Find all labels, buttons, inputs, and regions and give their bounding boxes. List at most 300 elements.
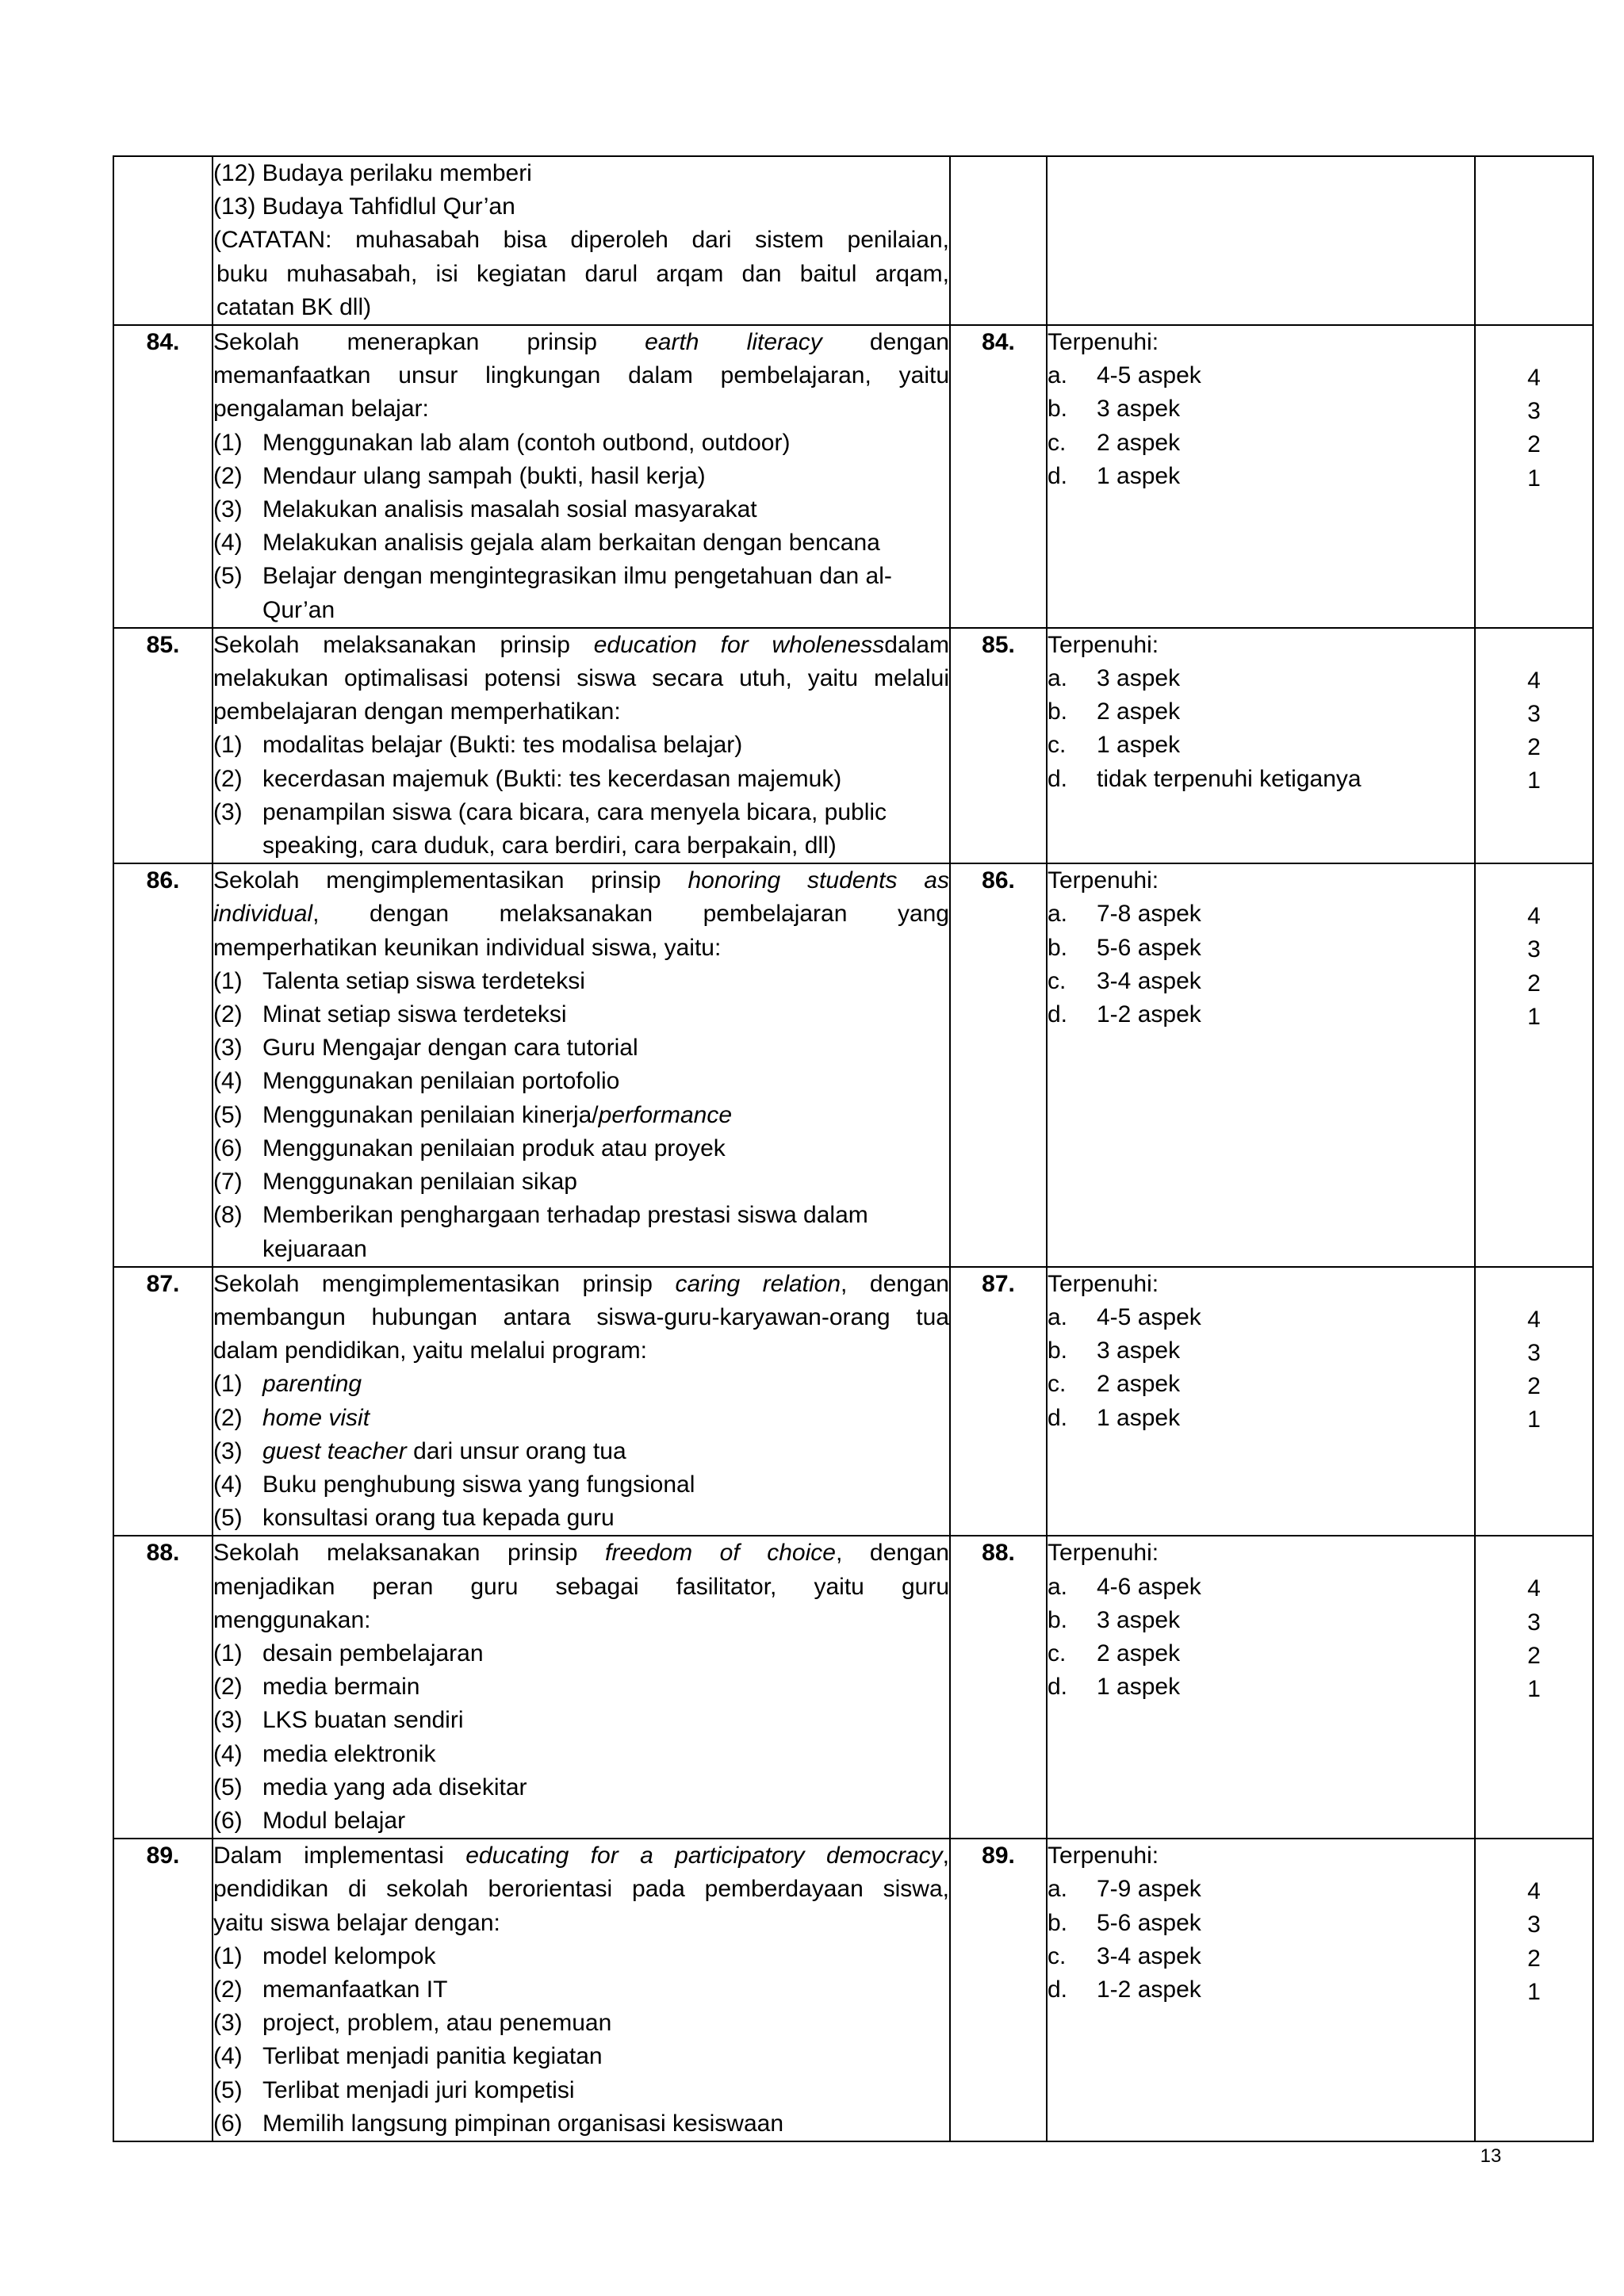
text-run: membangun hubungan antara siswa-guru-karyawan-orang tua — [213, 1303, 949, 1330]
option-letter: b. — [1048, 396, 1068, 423]
intro-line — [213, 1907, 949, 1940]
text-run: Menggunakan penilaian sikap — [262, 1169, 577, 1196]
criteria-item — [213, 1435, 949, 1468]
score-value: 4 — [1527, 903, 1541, 930]
row-number-cell — [950, 156, 1047, 325]
intro-line — [213, 1334, 949, 1368]
item-text — [262, 1973, 949, 2007]
intro-line — [213, 392, 949, 426]
row-number: 86. — [982, 867, 1015, 894]
item-text — [262, 1065, 949, 1098]
text-run: Mendaur ulang sampah (bukti, hasil kerja) — [262, 462, 706, 489]
text-run: memperhatikan keunikan individual siswa, yaitu: — [213, 934, 722, 961]
criteria-item — [213, 1940, 949, 1973]
criteria-row — [113, 1267, 1593, 1536]
text-run: dalam pendidikan, yaitu melalui program: — [213, 1337, 647, 1364]
score-value: 3 — [1527, 1339, 1541, 1366]
score-value: 2 — [1527, 734, 1541, 761]
score-cell — [1475, 1267, 1593, 1536]
row-number: 89. — [146, 1843, 180, 1869]
row-number-cell — [950, 1267, 1047, 1536]
text-run: menggunakan: — [213, 1606, 371, 1633]
intro-line — [213, 1268, 949, 1301]
criteria-item — [213, 1804, 949, 1838]
text-run: dari unsur orang tua — [406, 1437, 626, 1464]
text-run: Menggunakan lab alam (contoh outbond, outdoor) — [262, 429, 791, 456]
item-number: (3) — [213, 496, 243, 523]
item-text — [262, 1704, 949, 1737]
criteria-item — [213, 1165, 949, 1199]
option-item — [1048, 1907, 1474, 1940]
options-heading: Terpenuhi: — [1048, 1270, 1159, 1297]
score-value: 3 — [1527, 1911, 1541, 1938]
option-text: 2 aspek — [1097, 429, 1181, 456]
item-number: (6) — [213, 1807, 243, 1834]
option-item — [1048, 998, 1474, 1031]
item-number: (5) — [213, 563, 243, 590]
italic-term: caring relation — [675, 1270, 841, 1297]
criteria-item — [213, 1637, 949, 1670]
item-number: (2) — [213, 462, 243, 489]
criteria-item — [213, 2107, 949, 2141]
item-text — [262, 1199, 949, 1265]
option-text: 7-8 aspek — [1097, 901, 1201, 928]
text-run: pengalaman belajar: — [213, 396, 429, 423]
row-number: 87. — [146, 1270, 180, 1297]
option-letter: c. — [1048, 429, 1067, 456]
row-number: 84. — [982, 329, 1015, 356]
item-text — [262, 1132, 949, 1165]
item-number: (5) — [213, 1101, 243, 1128]
criteria-intro — [213, 629, 949, 729]
item-text — [262, 2074, 949, 2107]
score-cell — [1475, 156, 1593, 325]
text-run: Talenta setiap siswa terdeteksi — [262, 967, 585, 994]
italic-term: individual — [213, 901, 313, 928]
criteria-item — [213, 1502, 949, 1535]
text-run: Guru Mengajar dengan cara tutorial — [262, 1035, 638, 1062]
criteria-cell — [213, 863, 950, 1266]
option-item — [1048, 932, 1474, 965]
text-run: Menggunakan penilaian portofolio — [262, 1068, 620, 1095]
item-text — [262, 1502, 949, 1535]
intro-line — [213, 932, 949, 965]
option-letter: d. — [1048, 1001, 1068, 1028]
option-text: 1 aspek — [1097, 462, 1181, 489]
criteria-intro — [213, 1536, 949, 1637]
score-value: 3 — [1527, 936, 1541, 963]
criteria-item — [213, 526, 949, 560]
option-letter: c. — [1048, 732, 1067, 759]
score-value: 4 — [1527, 365, 1541, 392]
item-text — [262, 1738, 949, 1771]
option-item — [1048, 1368, 1474, 1401]
row-number-cell — [950, 1839, 1047, 2141]
row-number: 89. — [982, 1843, 1015, 1869]
criteria-item — [213, 1704, 949, 1737]
score-value: 1 — [1527, 1978, 1541, 2005]
options-heading: Terpenuhi: — [1048, 631, 1159, 658]
option-text: 1 aspek — [1097, 1674, 1181, 1701]
score-value: 2 — [1527, 431, 1541, 458]
text-run: LKS buatan sendiri — [262, 1707, 464, 1734]
option-letter: d. — [1048, 462, 1068, 489]
text-run: memanfaatkan unsur lingkungan dalam pembelajaran, yaitu — [213, 362, 949, 389]
criteria-item — [213, 1065, 949, 1098]
score-spacer — [1476, 629, 1592, 664]
option-item — [1048, 1637, 1474, 1670]
option-text: 3 aspek — [1097, 396, 1181, 423]
score-spacer — [1476, 864, 1592, 900]
criteria-item — [213, 729, 949, 762]
intro-line — [213, 1571, 949, 1604]
criteria-item — [213, 493, 949, 526]
item-number: (4) — [213, 1471, 243, 1498]
item-number: (2) — [213, 765, 243, 792]
italic-term: earth literacy — [645, 329, 822, 356]
text-run: model kelompok — [262, 1942, 436, 1969]
text-run: Menggunakan penilaian kinerja/ — [262, 1101, 599, 1128]
item-text — [262, 1031, 949, 1065]
option-letter: b. — [1048, 934, 1068, 961]
text-run: project, problem, atau penemuan — [262, 2010, 612, 2037]
item-number: (1) — [213, 967, 243, 994]
criteria-cell — [213, 156, 950, 325]
row-number-cell — [113, 325, 213, 628]
criteria-item — [213, 1199, 949, 1265]
options-cell — [1047, 1839, 1475, 2141]
score-value: 4 — [1527, 1306, 1541, 1333]
accreditation-table — [113, 155, 1594, 2142]
continuation-row — [113, 156, 1593, 325]
score-value: 2 — [1527, 970, 1541, 997]
text-run: Melakukan analisis masalah sosial masyarakat — [262, 496, 757, 523]
row-number: 88. — [982, 1540, 1015, 1567]
item-number: (3) — [213, 1707, 243, 1734]
option-text: 1 aspek — [1097, 732, 1181, 759]
score-value: 2 — [1527, 1642, 1541, 1669]
option-letter: a. — [1048, 665, 1068, 692]
intro-line — [213, 695, 949, 729]
criteria-item — [213, 796, 949, 863]
item-text — [262, 1804, 949, 1838]
row-number-cell — [113, 1536, 213, 1839]
text-run: desain pembelajaran — [262, 1640, 484, 1667]
intro-line — [213, 1604, 949, 1637]
row-number-cell — [113, 628, 213, 863]
criteria-item — [213, 1368, 949, 1401]
option-item — [1048, 1402, 1474, 1435]
row-number: 85. — [146, 631, 180, 658]
item-text — [262, 1402, 949, 1435]
italic-term: performance — [598, 1101, 733, 1128]
text-run: Memberikan penghargaan terhadap prestasi siswa dalam kejuaraan — [262, 1202, 868, 1262]
item-text — [262, 2107, 949, 2141]
option-letter: a. — [1048, 1876, 1068, 1903]
row-number-cell — [113, 1839, 213, 2141]
criteria-cell — [213, 1267, 950, 1536]
option-item — [1048, 1301, 1474, 1334]
text-run: Minat setiap siswa terdeteksi — [262, 1001, 567, 1028]
item-text — [262, 1368, 949, 1401]
text-run: modalitas belajar (Bukti: tes modalisa belajar) — [262, 732, 743, 759]
criteria-item — [213, 427, 949, 460]
criteria-cell — [213, 1839, 950, 2141]
criteria-cell — [213, 325, 950, 628]
criteria-item — [213, 998, 949, 1031]
option-text: 2 aspek — [1097, 1640, 1181, 1667]
option-item — [1048, 1873, 1474, 1906]
continuation-item: (13) Budaya Tahfidlul Qur’an — [213, 193, 515, 220]
option-text: 2 aspek — [1097, 698, 1181, 725]
option-item — [1048, 1670, 1474, 1704]
score-cell — [1475, 1536, 1593, 1839]
text-run: dengan — [822, 329, 949, 356]
text-run: , — [942, 1843, 950, 1869]
option-item — [1048, 965, 1474, 998]
criteria-item — [213, 1031, 949, 1065]
criteria-cell — [213, 628, 950, 863]
option-item — [1048, 729, 1474, 762]
option-text: 4-6 aspek — [1097, 1573, 1201, 1600]
item-number: (1) — [213, 1371, 243, 1398]
text-run: Dalam implementasi — [213, 1843, 466, 1869]
option-item — [1048, 695, 1474, 729]
item-number: (6) — [213, 2110, 243, 2137]
option-letter: c. — [1048, 1942, 1067, 1969]
option-item — [1048, 1571, 1474, 1604]
table-body — [113, 156, 1593, 2141]
criteria-intro — [213, 864, 949, 965]
option-item — [1048, 1973, 1474, 2007]
item-number: (7) — [213, 1169, 243, 1196]
text-run: Belajar dengan mengintegrasikan ilmu pengetahuan dan al-Qur’an — [262, 563, 892, 623]
score-value: 4 — [1527, 1575, 1541, 1602]
option-letter: d. — [1048, 1404, 1068, 1431]
options-heading: Terpenuhi: — [1048, 867, 1159, 894]
continuation-item: (12) Budaya perilaku memberi — [213, 160, 532, 186]
option-letter: c. — [1048, 1371, 1067, 1398]
row-number: 86. — [146, 867, 180, 894]
score-value: 1 — [1527, 465, 1541, 492]
item-number: (4) — [213, 2043, 243, 2070]
criteria-item — [213, 2007, 949, 2040]
text-run: konsultasi orang tua kepada guru — [262, 1505, 615, 1532]
score-spacer — [1476, 326, 1592, 362]
option-letter: a. — [1048, 901, 1068, 928]
score-value: 1 — [1527, 1406, 1541, 1433]
options-cell — [1047, 1267, 1475, 1536]
text-run: dalam — [884, 631, 949, 658]
intro-line — [213, 629, 949, 662]
score-value: 3 — [1527, 701, 1541, 728]
item-text — [262, 1099, 949, 1132]
score-cell — [1475, 1839, 1593, 2141]
row-number: 85. — [982, 631, 1015, 658]
item-text — [262, 1771, 949, 1804]
item-number: (6) — [213, 1135, 243, 1161]
score-spacer — [1476, 1839, 1592, 1875]
italic-term: education for wholeness — [593, 631, 885, 658]
option-letter: b. — [1048, 1606, 1068, 1633]
text-run: Sekolah melaksanakan prinsip — [213, 1540, 605, 1567]
text-run: pembelajaran dengan memperhatikan: — [213, 698, 621, 725]
score-value: 4 — [1527, 1878, 1541, 1905]
option-text: 4-5 aspek — [1097, 362, 1201, 389]
row-number-cell — [950, 863, 1047, 1266]
text-run: media bermain — [262, 1674, 420, 1701]
score-cell — [1475, 863, 1593, 1266]
intro-line — [213, 1839, 949, 1873]
option-text: tidak terpenuhi ketiganya — [1097, 765, 1362, 792]
option-text: 3-4 aspek — [1097, 1942, 1201, 1969]
criteria-item — [213, 460, 949, 493]
criteria-row — [113, 1536, 1593, 1839]
option-item — [1048, 427, 1474, 460]
option-item — [1048, 763, 1474, 796]
option-item — [1048, 897, 1474, 931]
criteria-item — [213, 560, 949, 626]
note-line: buku muhasabah, isi kegiatan darul arqam dan baitul arqam, — [216, 260, 949, 287]
text-run: media elektronik — [262, 1740, 436, 1767]
criteria-cell — [213, 1536, 950, 1839]
item-number: (5) — [213, 1774, 243, 1800]
score-value: 3 — [1527, 1609, 1541, 1636]
text-run: Sekolah menerapkan prinsip — [213, 329, 645, 356]
item-text — [262, 1637, 949, 1670]
intro-line — [213, 864, 949, 897]
item-text — [262, 729, 949, 762]
text-run: Melakukan analisis gejala alam berkaitan dengan bencana — [262, 530, 880, 557]
item-text — [262, 1165, 949, 1199]
text-run: Terlibat menjadi juri kompetisi — [262, 2076, 575, 2103]
item-text — [262, 2040, 949, 2073]
item-text — [262, 763, 949, 796]
item-number: (3) — [213, 1437, 243, 1464]
item-text — [262, 427, 949, 460]
option-text: 1-2 aspek — [1097, 1976, 1201, 2003]
item-number: (1) — [213, 1942, 243, 1969]
option-letter: c. — [1048, 967, 1067, 994]
text-run: Memilih langsung pimpinan organisasi kesiswaan — [262, 2110, 784, 2137]
text-run: memanfaatkan IT — [262, 1976, 448, 2003]
score-value: 1 — [1527, 1003, 1541, 1030]
text-run: Sekolah melaksanakan prinsip — [213, 631, 594, 658]
criteria-item — [213, 1099, 949, 1132]
text-run: pendidikan di sekolah berorientasi pada pemberdayaan siswa, — [213, 1876, 949, 1903]
intro-line — [213, 897, 949, 931]
option-item — [1048, 1334, 1474, 1368]
criteria-row — [113, 1839, 1593, 2141]
option-text: 5-6 aspek — [1097, 934, 1201, 961]
criteria-item — [213, 1771, 949, 1804]
row-number-cell — [113, 1267, 213, 1536]
item-text — [262, 1670, 949, 1704]
note-line: catatan BK dll) — [216, 293, 372, 320]
row-number-cell — [950, 325, 1047, 628]
options-heading: Terpenuhi: — [1048, 329, 1159, 356]
item-text — [262, 2007, 949, 2040]
intro-line — [213, 1301, 949, 1334]
text-run: yaitu siswa belajar dengan: — [213, 1909, 500, 1936]
item-text — [262, 1435, 949, 1468]
row-number-cell — [950, 1536, 1047, 1839]
text-run: Sekolah mengimplementasikan prinsip — [213, 1270, 676, 1297]
intro-line — [213, 326, 949, 359]
italic-term: honoring students as — [688, 867, 949, 894]
item-number: (1) — [213, 732, 243, 759]
criteria-row — [113, 628, 1593, 863]
italic-term: parenting — [262, 1371, 362, 1398]
text-run: , dengan melaksanakan pembelajaran yang — [312, 901, 949, 928]
item-number: (5) — [213, 2076, 243, 2103]
item-number: (4) — [213, 1068, 243, 1095]
option-letter: b. — [1048, 698, 1068, 725]
item-text — [262, 560, 949, 626]
option-item — [1048, 1604, 1474, 1637]
option-letter: a. — [1048, 1573, 1068, 1600]
option-item — [1048, 1940, 1474, 1973]
option-item — [1048, 392, 1474, 426]
options-cell — [1047, 156, 1475, 325]
text-run: , dengan — [841, 1270, 949, 1297]
score-cell — [1475, 628, 1593, 863]
text-run: melakukan optimalisasi potensi siswa secara utuh, yaitu melalui — [213, 665, 949, 692]
text-run: Buku penghubung siswa yang fungsional — [262, 1471, 695, 1498]
item-text — [262, 460, 949, 493]
row-number-cell — [113, 863, 213, 1266]
option-letter: b. — [1048, 1909, 1068, 1936]
text-run: kecerdasan majemuk (Bukti: tes kecerdasan majemuk) — [262, 765, 842, 792]
criteria-item — [213, 1973, 949, 2007]
option-text: 4-5 aspek — [1097, 1303, 1201, 1330]
score-spacer — [1476, 1536, 1592, 1572]
text-run: menjadikan peran guru sebagai fasilitator, yaitu guru — [213, 1573, 949, 1600]
options-cell — [1047, 863, 1475, 1266]
criteria-item — [213, 2040, 949, 2073]
item-number: (2) — [213, 1674, 243, 1701]
score-value: 1 — [1527, 767, 1541, 794]
text-run: Terlibat menjadi panitia kegiatan — [262, 2043, 603, 2070]
criteria-intro — [213, 1839, 949, 1940]
criteria-item — [213, 1738, 949, 1771]
criteria-item — [213, 1468, 949, 1502]
options-cell — [1047, 325, 1475, 628]
option-text: 5-6 aspek — [1097, 1909, 1201, 1936]
item-number: (5) — [213, 1505, 243, 1532]
item-text — [262, 1468, 949, 1502]
criteria-item — [213, 1402, 949, 1435]
text-run: media yang ada disekitar — [262, 1774, 527, 1800]
item-number: (8) — [213, 1202, 243, 1229]
score-value: 2 — [1527, 1373, 1541, 1400]
option-text: 7-9 aspek — [1097, 1876, 1201, 1903]
item-number: (4) — [213, 1740, 243, 1767]
option-item — [1048, 359, 1474, 392]
intro-line — [213, 662, 949, 695]
options-cell — [1047, 628, 1475, 863]
option-letter: b. — [1048, 1337, 1068, 1364]
row-number-cell — [950, 628, 1047, 863]
item-number: (3) — [213, 798, 243, 825]
option-text: 2 aspek — [1097, 1371, 1181, 1398]
text-run: Sekolah mengimplementasikan prinsip — [213, 867, 688, 894]
item-text — [262, 796, 949, 863]
item-number: (2) — [213, 1404, 243, 1431]
option-text: 1-2 aspek — [1097, 1001, 1201, 1028]
criteria-intro — [213, 326, 949, 427]
item-number: (1) — [213, 1640, 243, 1667]
